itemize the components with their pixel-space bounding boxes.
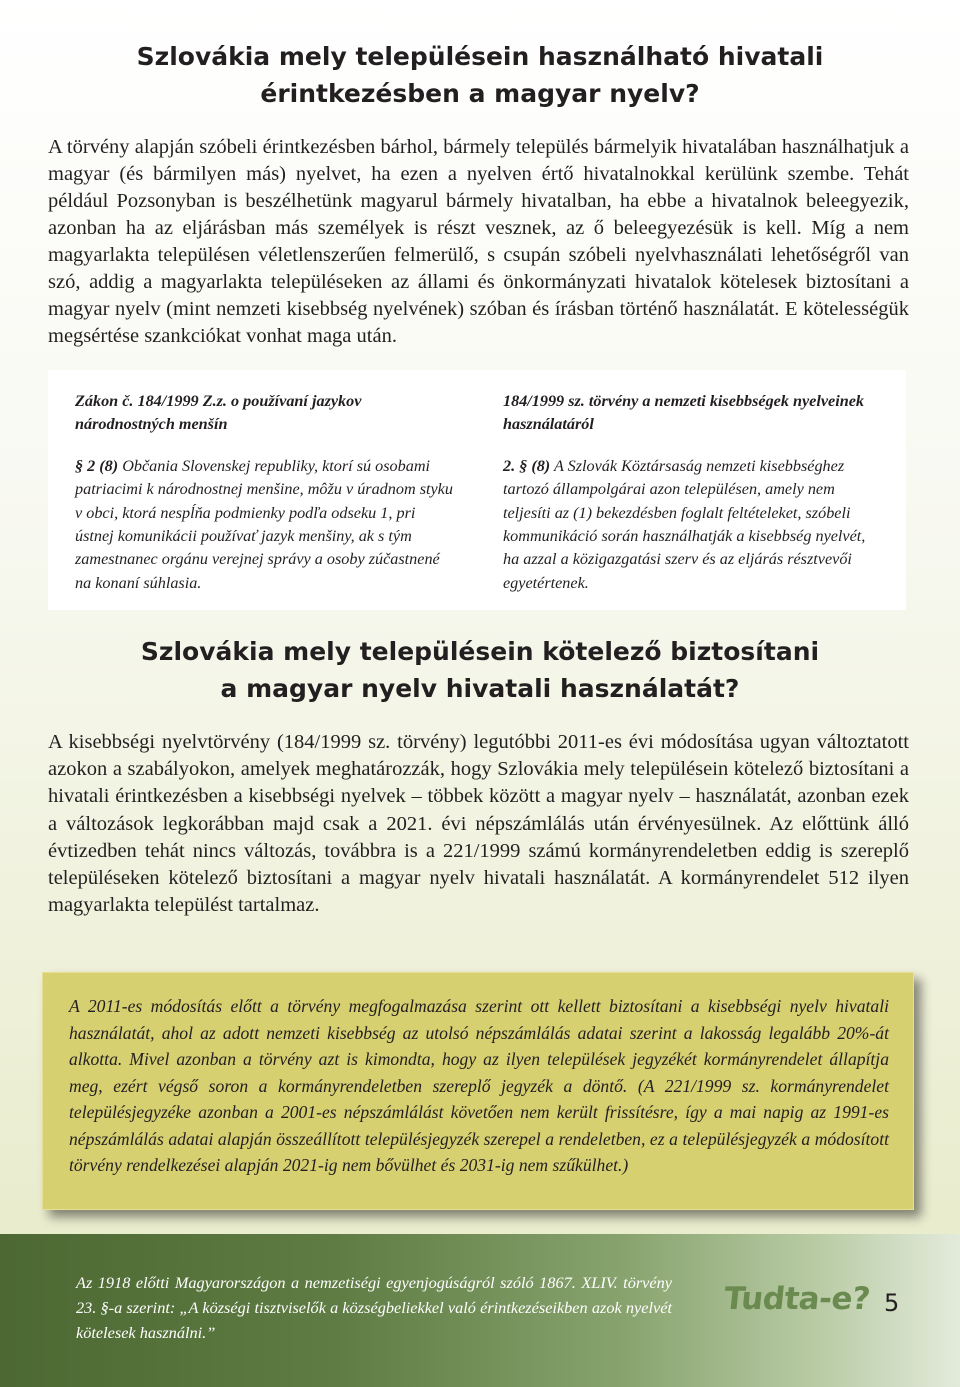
section-1-paragraph: A törvény alapján szóbeli érintkezésben bárhol, bármely település bármelyik hivatalában használhatjuk a magyar (és bármilyen más) nyelvet, ha ezen a nyelven értő hivatalnokkal kerülünk szembe. Tehát például Pozsonyban is beszélhetünk magyarul bármely hivatalban, ha ebbe a hivatalnok beleegyezik, azonban ha az eljárásban más személyek is részt vesznek, az ő beleegyezésük is kell. Míg a nem magyarlakta településen véletlenszerűen felmerülő, s csupán szóbeli nyelvhasználati lehetőségről van szó, addig a magyarlakta településeken az állami és önkormányzati hivatalok kötelesek biztosítani a magyar nyelv (mint nemzeti kisebbség nyelvének) szóban és írásban történő használatát. E kötelességük megsértése szankciókat vonhat maga után. (48, 136, 909, 347)
heading-2-line-1: Szlovákia mely településein kötelező biztosítani (140, 637, 820, 666)
slovak-law-section: § 2 (8) (75, 456, 119, 475)
section-heading-2 (60, 633, 900, 707)
heading-2-line-2: a magyar nyelv hivatali használatát? (220, 674, 740, 703)
hungarian-law-paragraph (503, 455, 881, 595)
hungarian-law-column (503, 390, 881, 595)
slovak-law-text: Občania Slovenskej republiky, ktorí sú osobami patriacimi k národnostnej menšine, môžu v úradnom styku v obci, ktorá nespĺňa podmienky podľa odseku 1, pri ústnej komunikácii používať jazyk menšiny, ak s tým zamestnanec orgánu verejnej správy a osoby zúčastnené na konaní súhlasia. (75, 456, 453, 592)
law-quote-box (48, 370, 906, 610)
note-text: A 2011-es módosítás előtt a törvény megfogalmazása szerint ott kellett biztosítani a kisebbségi nyelv hivatali használatát, ahol az adott nemzeti kisebbség az utolsó népszámlálás adatai szerint a lakosság legalább 20%-át alkotta. Mivel azonban a törvény azt is kimondta, hogy az ilyen települések jegyzékét kormányrendelet állapítja meg, ezért végső soron a kormányrendeletben szereplő jegyzék a döntő. (A 221/1999 sz. kormányrendelet településjegyzéke azonban a 2001-es népszámlálást követően nem került frissítésre, így a mai napig az 1991-es népszámlálás adatai alapján összeállított településjegyzék szerepel a rendeletben, ez a településjegyzék a módosított törvény rendelkezései alapján 2021-ig nem bővülhet és 2031-ig nem szűkülhet.) (69, 996, 889, 1175)
hungarian-law-title: 184/1999 sz. törvény a nemzeti kisebbségek nyelveinek használatáról (503, 392, 865, 434)
slovak-law-title: Zákon č. 184/1999 Z.z. o používaní jazykov národnostných menšín (75, 392, 362, 434)
page-number: 5 (884, 1289, 900, 1317)
footer-band (0, 1234, 960, 1387)
heading-1-line-1: Szlovákia mely településein használható hivatali (136, 42, 824, 71)
tudta-e-badge: Tudta-e? (722, 1281, 872, 1317)
heading-1-line-2: érintkezésben a magyar nyelv? (260, 79, 700, 108)
section-heading-1 (60, 38, 900, 112)
hungarian-law-section: 2. § (8) (503, 456, 551, 475)
slovak-law-column (75, 390, 453, 595)
note-box (42, 972, 914, 1210)
hungarian-law-text: A Szlovák Köztársaság nemzeti kisebbséghez tartozó állampolgárai azon településen, amely nem teljesíti az (1) bekezdésben foglalt feltételeket, szóbeli kommunikáció során használhatják a kisebbség nyelvét, ha azzal a közigazgatási szerv és az eljárás résztvevői egyetértenek. (503, 456, 866, 592)
section-2-paragraph: A kisebbségi nyelvtörvény (184/1999 sz. törvény) legutóbbi 2011-es évi módosítása ugyan változtatott azokon a szabályokon, amelyek meghatározzák, hogy Szlovákia mely településein kötelező biztosítani a hivatali érintkezésben a kisebbségi nyelvek – többek között a magyar nyelv – használatát, azonban ezek a változások legkorábban majd csak a 2021. évi népszámlálás után érvényesülnek. Az előttünk álló évtizedben tehát nincs változás, továbbra is a 221/1999 számú kormányrendeletben eddig is szereplő településeken kötelező biztosítani a magyar nyelv hivatali használatát. A kormányrendelet 512 ilyen magyarlakta települést tartalmaz. (48, 731, 909, 917)
footer-quote: Az 1918 előtti Magyarországon a nemzetiségi egyenjogúságról szóló 1867. XLIV. törvény 23. §-a szerint: „A községi tisztviselők a községbeliekkel való érintkezéseikben azok nyelvét kötelesek használni.” (76, 1273, 672, 1342)
slovak-law-paragraph (75, 455, 453, 595)
